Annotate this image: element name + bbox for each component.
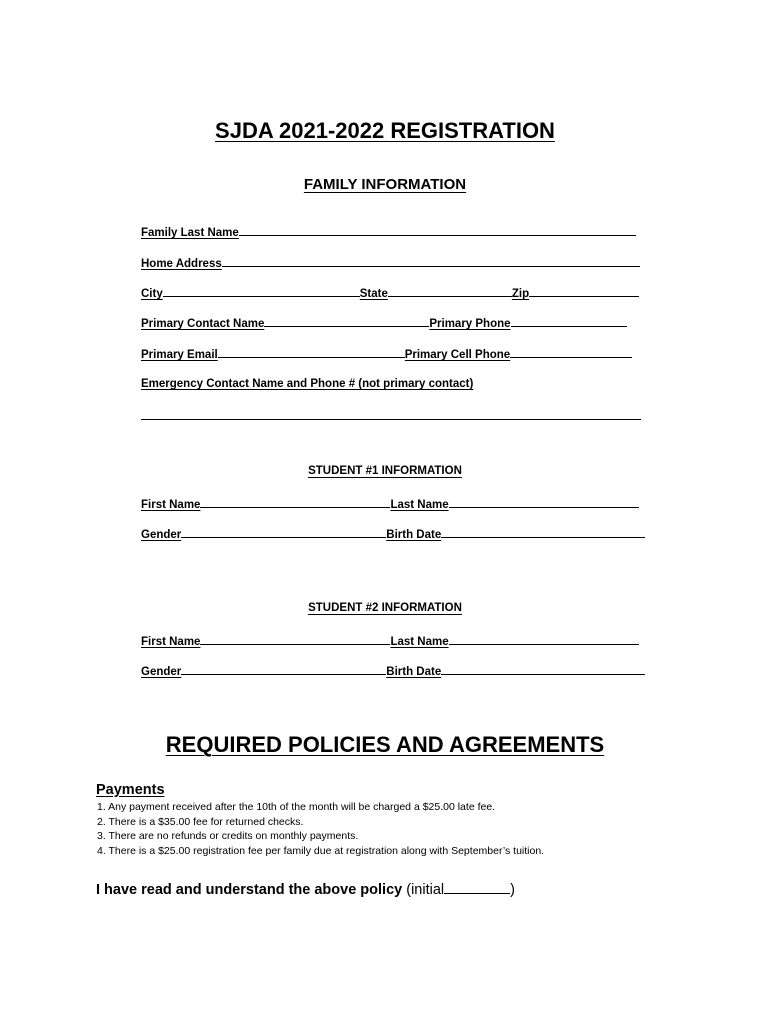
initial-field[interactable] bbox=[444, 879, 510, 894]
student1-birth-date-field[interactable] bbox=[441, 526, 645, 538]
primary-phone-label: Primary Phone bbox=[429, 318, 511, 330]
primary-contact-label: Primary Contact Name bbox=[141, 318, 265, 330]
student2-last-name-field[interactable] bbox=[449, 633, 639, 645]
policy-item: 4. There is a $25.00 registration fee per family due at registration along with September’s tuition. bbox=[97, 845, 545, 857]
zip-field[interactable] bbox=[529, 285, 639, 297]
emergency-contact-label: Emergency Contact Name and Phone # (not primary contact) bbox=[141, 378, 474, 390]
acknowledgement-text: I have read and understand the above policy bbox=[96, 882, 403, 898]
primary-phone-field[interactable] bbox=[511, 315, 627, 327]
city-label: City bbox=[141, 288, 163, 300]
student1-last-name-label: Last Name bbox=[390, 499, 449, 511]
city-field[interactable] bbox=[163, 285, 360, 297]
state-field[interactable] bbox=[388, 285, 512, 297]
student1-name-row bbox=[141, 496, 639, 511]
policies-heading: REQUIRED POLICIES AND AGREEMENTS bbox=[165, 732, 605, 757]
primary-cell-label: Primary Cell Phone bbox=[404, 349, 511, 361]
student2-birth-date-label: Birth Date bbox=[386, 666, 442, 678]
student1-gender-label: Gender bbox=[141, 529, 182, 541]
policy-item: 1. Any payment received after the 10th of the month will be charged a $25.00 late fee. bbox=[97, 801, 496, 813]
student2-heading: STUDENT #2 INFORMATION bbox=[308, 602, 462, 614]
city-state-zip-row bbox=[141, 285, 639, 300]
primary-email-row bbox=[141, 346, 632, 361]
acknowledgement-close: ) bbox=[510, 882, 515, 898]
family-last-name-row bbox=[141, 224, 636, 239]
page-title: SJDA 2021-2022 REGISTRATION bbox=[215, 118, 555, 143]
emergency-contact-field[interactable] bbox=[141, 419, 641, 420]
family-last-name-field[interactable] bbox=[239, 224, 636, 236]
student2-birth-date-field[interactable] bbox=[441, 663, 645, 675]
state-label: State bbox=[359, 288, 388, 300]
acknowledgement-row bbox=[96, 879, 515, 898]
student2-gender-label: Gender bbox=[141, 666, 182, 678]
student1-first-name-field[interactable] bbox=[200, 496, 390, 508]
primary-cell-field[interactable] bbox=[510, 346, 632, 358]
primary-email-field[interactable] bbox=[218, 346, 405, 358]
student1-heading: STUDENT #1 INFORMATION bbox=[308, 465, 462, 477]
home-address-row bbox=[141, 255, 640, 270]
policy-item: 3. There are no refunds or credits on monthly payments. bbox=[97, 830, 359, 842]
student2-gender-row bbox=[141, 663, 645, 678]
student1-gender-field[interactable] bbox=[181, 526, 386, 538]
student2-first-name-field[interactable] bbox=[200, 633, 390, 645]
student2-last-name-label: Last Name bbox=[390, 636, 449, 648]
family-last-name-label: Family Last Name bbox=[141, 227, 239, 239]
initial-label: (initial bbox=[406, 882, 445, 898]
primary-contact-row bbox=[141, 315, 627, 330]
student2-name-row bbox=[141, 633, 639, 648]
home-address-field[interactable] bbox=[222, 255, 640, 267]
student2-first-name-label: First Name bbox=[141, 636, 201, 648]
student1-first-name-label: First Name bbox=[141, 499, 201, 511]
primary-contact-field[interactable] bbox=[264, 315, 429, 327]
policy-item: 2. There is a $35.00 fee for returned checks. bbox=[97, 816, 304, 828]
home-address-label: Home Address bbox=[141, 258, 222, 270]
student2-gender-field[interactable] bbox=[181, 663, 386, 675]
student1-last-name-field[interactable] bbox=[449, 496, 639, 508]
payments-heading: Payments bbox=[96, 782, 165, 798]
family-section-heading: FAMILY INFORMATION bbox=[303, 176, 467, 193]
student1-birth-date-label: Birth Date bbox=[386, 529, 442, 541]
primary-email-label: Primary Email bbox=[141, 349, 218, 361]
student1-gender-row bbox=[141, 526, 645, 541]
zip-label: Zip bbox=[511, 288, 530, 300]
